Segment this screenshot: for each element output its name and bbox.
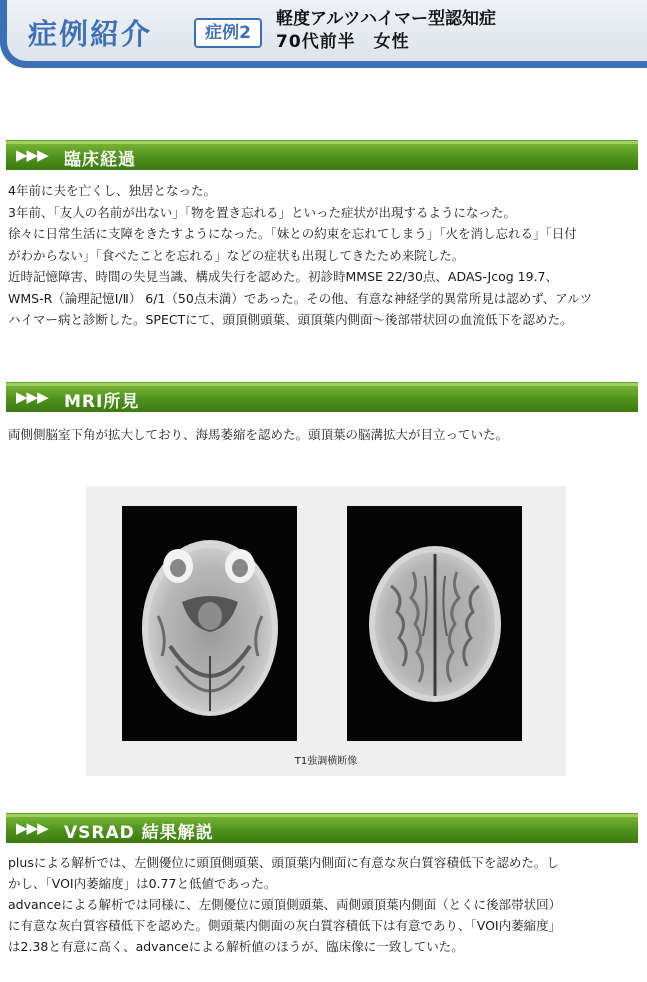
text-line: 近時記憶障害、時間の失見当識、構成失行を認めた。初診時MMSE 22/30点、ADAS-Jcog 19.7、 [8,269,558,284]
page-header [0,0,647,80]
text-line: 3年前、「友人の名前が出ない」「物を置き忘れる」といった症状が出現するようになった。 [8,204,516,220]
text-line: に有意な灰白質容積低下を認めた。側頭葉内側面の灰白質容積低下は有意であり、「VOI内萎縮度」 [8,918,562,933]
triple-arrow-icon: ▶▶▶ [16,819,48,837]
case-summary [276,8,496,54]
triple-arrow-icon: ▶▶▶ [16,388,48,406]
mri-axial-temporal-image [122,506,297,741]
text-line: WMS-R（論理記憶Ⅰ/Ⅱ） 6/1（50点未満）であった。その他、有意な神経学的異常所見は認めず、アルツ [8,290,593,306]
figure-caption: T1強調横断像 [294,756,358,767]
text-line: がわからない」「食べたことを忘れる」などの症状も出現してきたため来院した。 [8,247,465,263]
section-bar-highlight [6,814,638,817]
text-line: 両側側脳室下角が拡大しており、海馬萎縮を認めた。頭頂葉の脳溝拡大が目立っていた。 [8,427,509,442]
section-title-vsrad: VSRAD 結果解説 [64,823,214,843]
vsrad-results-text [8,852,640,957]
text-line: ハイマー病と診断した。SPECTにて、頭頂側頭葉、頭頂葉内側面～後部帯状回の血流低下を認めた。 [8,312,573,327]
section-title-mri: MRI所見 [64,392,140,412]
text-line: は2.38と有意に高く、advanceによる解析値のほうが、臨床像に一致していた。 [8,939,464,954]
triple-arrow-icon: ▶▶▶ [16,146,48,164]
case-number-badge: 症例2 [194,18,262,48]
diagnosis-text: 軽度アルツハイマー型認知症 [276,9,496,29]
section-title-clinical: 臨床経過 [64,150,136,170]
page-title: 症例紹介 [28,17,153,51]
clinical-course-text [8,180,640,331]
section-header-vsrad [6,813,638,843]
section-bar-highlight [6,141,638,144]
section-header-mri [6,382,638,412]
text-line: 徐々に日常生活に支障をきたすようになった。「妹との約束を忘れてしまう」「火を消し忘れる」「日付 [8,226,577,241]
text-line: advanceによる解析では同様に、左側優位に頭頂側頭葉、両側頭頂葉内側面（とくに後部帯状回） [8,897,562,912]
mri-findings-text [8,424,640,446]
section-header-clinical [6,140,638,170]
text-line: かし、「VOI内萎縮度」は0.77と低値であった。 [8,876,277,891]
mri-axial-parietal-image [347,506,522,741]
text-line: 4年前に夫を亡くし、独居となった。 [8,183,216,198]
text-line: plusによる解析では、左側優位に頭頂側頭葉、頭頂葉内側面に有意な灰白質容積低下を認めた。し [8,855,559,870]
section-bar-highlight [6,383,638,386]
mri-figure [86,486,566,776]
patient-profile-text: 70代前半 女性 [276,32,410,52]
